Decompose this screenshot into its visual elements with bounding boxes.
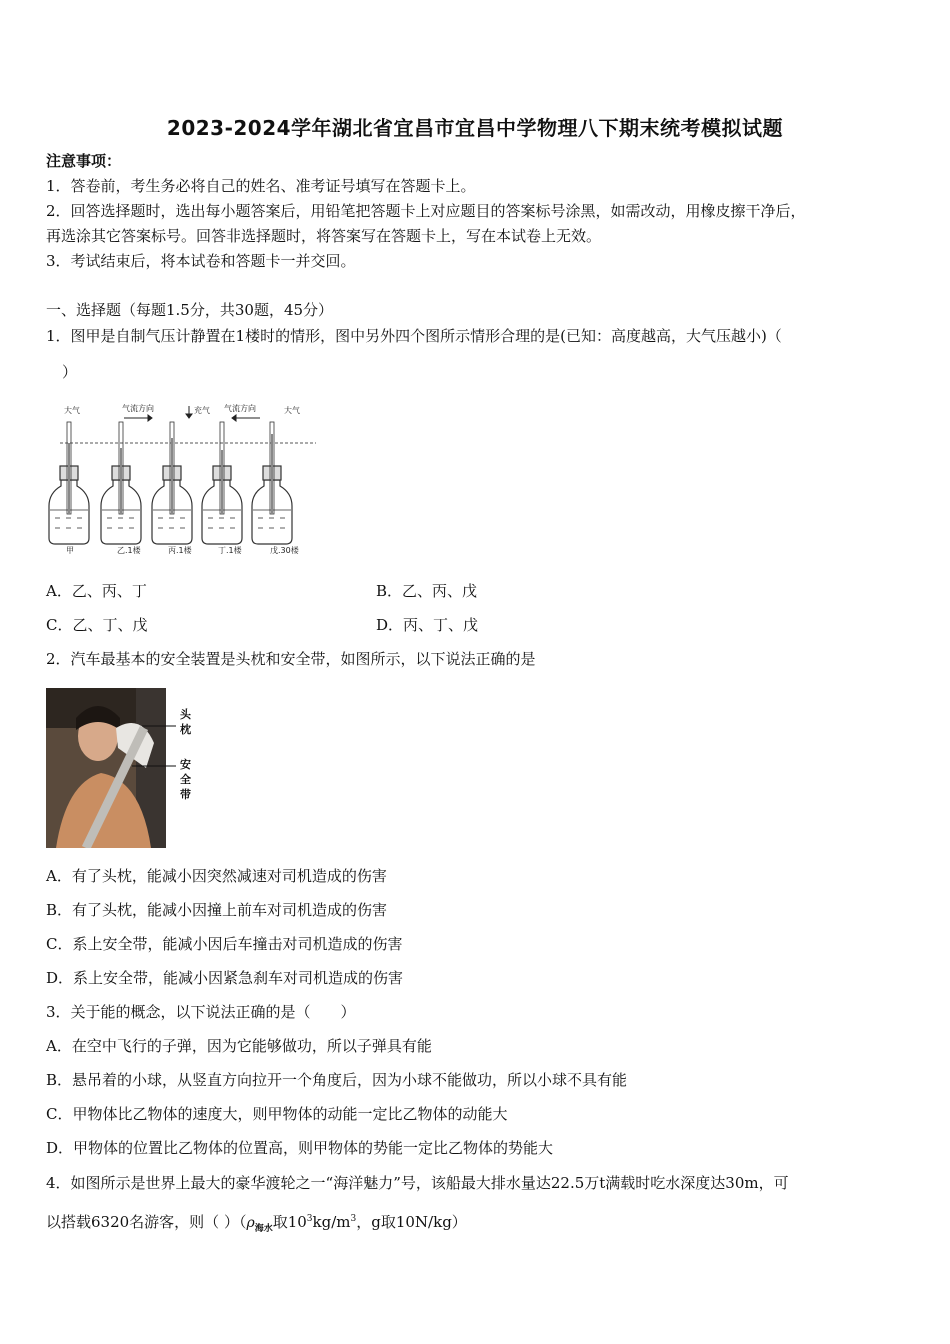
q4-stem-2c: kg/m [312, 1213, 351, 1231]
q2-option-c[interactable]: C．系上安全带，能减小因后车撞击对司机造成的伤害 [46, 935, 403, 953]
notice-item-2: 2．回答选择题时，选出每小题答案后，用铅笔把答题卡上对应题目的答案标号涂黑，如需改动，用橡皮擦干净后， [46, 202, 806, 220]
q2-option-d[interactable]: D．系上安全带，能减小因紧急刹车对司机造成的伤害 [46, 969, 404, 987]
fig1-bottom-label: 丙.1楼 [168, 546, 192, 555]
q1-stem-end: ） [62, 363, 78, 381]
q1-stem: 1．图甲是自制气压计静置在1楼时的情形，图中另外四个图所示情形合理的是(已知：高度越高，大气压越小)（ [46, 327, 782, 345]
unit-exponent: 3 [350, 1214, 357, 1224]
q2-option-a[interactable]: A．有了头枕，能减小因突然减速对司机造成的伤害 [46, 867, 387, 885]
fig1-bottom-label: 戊.30楼 [270, 546, 299, 555]
fig1-top-label: 充气 [194, 406, 210, 415]
barometer-bottle [101, 422, 141, 544]
q4-stem-2 [46, 1209, 906, 1239]
svg-text:枕: 枕 [180, 723, 191, 736]
rho-symbol: ρ [246, 1215, 255, 1231]
fig1-top-label: 大气 [284, 406, 300, 415]
svg-text:带: 带 [180, 788, 191, 801]
fig1-top-label: 大气 [64, 406, 80, 415]
q2-stem: 2．汽车最基本的安全装置是头枕和安全带，如图所示，以下说法正确的是 [46, 650, 536, 668]
fig1-top-label: 气流方向 [122, 404, 154, 413]
notice-heading: 注意事项： [46, 152, 122, 170]
q3-option-c[interactable]: C．甲物体比乙物体的速度大，则甲物体的动能一定比乙物体的动能大 [46, 1105, 508, 1123]
notice-item-2-cont: 再选涂其它答案标号。回答非选择题时，将答案写在答题卡上，写在本试卷上无效。 [46, 227, 602, 245]
q4-stem-2b: 取10 [272, 1213, 307, 1231]
section-heading: 一、选择题（每题1.5分，共30题，45分） [46, 301, 334, 319]
q3-option-b[interactable]: B．悬吊着的小球，从竖直方向拉开一个角度后，因为小球不能做功，所以小球不具有能 [46, 1071, 628, 1089]
q3-option-a[interactable]: A．在空中飞行的子弹，因为它能够做功，所以子弹具有能 [46, 1037, 432, 1055]
notice-item-1: 1．答卷前，考生务必将自己的姓名、准考证号填写在答题卡上。 [46, 177, 476, 195]
q1-option-a[interactable]: A．乙、丙、丁 [46, 582, 147, 600]
q4-stem-2a: 以搭载6320名游客，则（ ）（ [46, 1213, 247, 1231]
q4-stem: 4．如图所示是世界上最大的豪华渡轮之一“海洋魅力”号，该船最大排水量达22.5万t满载时吃水深度达30m，可 [46, 1174, 789, 1192]
q2-option-b[interactable]: B．有了头枕，能减小因撞上前车对司机造成的伤害 [46, 901, 388, 919]
q4-stem-2d: ，g取10N/kg） [356, 1213, 467, 1231]
fig1-bottom-label: 甲 [66, 546, 74, 555]
exponent: 3 [306, 1214, 313, 1224]
car-safety-photo [46, 688, 196, 848]
fig1-bottom-label: 丁.1楼 [218, 546, 242, 555]
barometer-figure [44, 398, 320, 564]
barometer-bottle [202, 422, 242, 544]
barometer-bottle [152, 422, 192, 544]
q3-option-d[interactable]: D．甲物体的位置比乙物体的位置高，则甲物体的势能一定比乙物体的势能大 [46, 1139, 554, 1157]
q1-option-c[interactable]: C．乙、丁、戊 [46, 616, 148, 634]
q1-option-b[interactable]: B．乙、丙、戊 [376, 582, 478, 600]
notice-item-3: 3．考试结束后，将本试卷和答题卡一并交回。 [46, 252, 356, 270]
headrest-label: 头 [180, 708, 191, 721]
page-title: 2023-2024学年湖北省宜昌市宜昌中学物理八下期末统考模拟试题 [166, 116, 784, 140]
svg-text:全: 全 [180, 773, 191, 786]
q1-option-d[interactable]: D．丙、丁、戊 [376, 616, 479, 634]
barometer-bottle [252, 422, 292, 544]
seatbelt-label: 安 [180, 758, 191, 771]
q3-stem: 3．关于能的概念，以下说法正确的是（ ） [46, 1003, 356, 1021]
barometer-bottle [49, 422, 89, 544]
rho-subscript: 海水 [254, 1224, 273, 1234]
fig1-bottom-label: 乙.1楼 [117, 546, 141, 555]
fig1-top-label: 气流方向 [224, 404, 256, 413]
